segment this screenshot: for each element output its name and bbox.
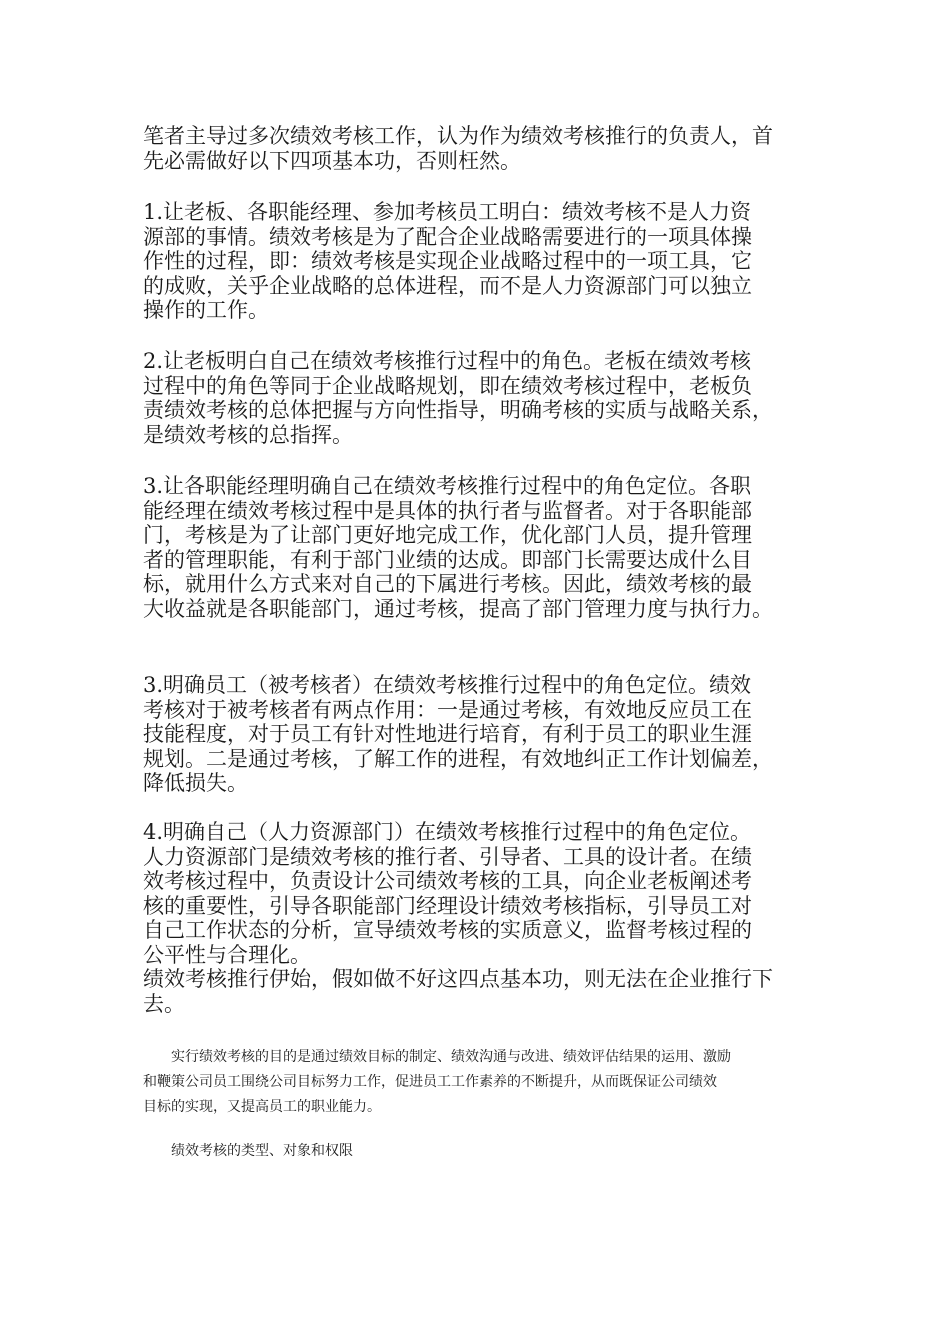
point-3b-paragraph xyxy=(143,673,808,796)
point-3a-paragraph xyxy=(143,474,808,621)
text-line: 技能程度，对于员工有针对性地进行培育，有利于员工的职业生涯 xyxy=(143,722,752,746)
text-line: 2.让老板明白自己在绩效考核推行过程中的角色。老板在绩效考核 xyxy=(143,349,752,373)
section-heading-text: 绩效考核的类型、对象和权限 xyxy=(171,1143,353,1159)
text-line: 的成败，关乎企业战略的总体进程，而不是人力资源部门可以独立 xyxy=(143,273,752,298)
text-line: 实行绩效考核的目的是通过绩效目标的制定、绩效沟通与改进、绩效评估结果的运用、激励 xyxy=(171,1049,731,1065)
text-line: 去。 xyxy=(143,991,185,1016)
text-line: 操作的工作。 xyxy=(143,298,269,322)
text-line: 门，考核是为了让部门更好地完成工作，优化部门人员，提升管理 xyxy=(143,523,752,547)
section-heading xyxy=(143,1139,808,1164)
text-line: 核的重要性，引导各职能部门经理设计绩效考核指标，引导员工对 xyxy=(143,893,752,918)
text-line: 大收益就是各职能部门，通过考核，提高了部门管理力度与执行力。 xyxy=(143,596,773,621)
text-line: 先必需做好以下四项基本功，否则枉然。 xyxy=(143,148,521,173)
purpose-paragraph xyxy=(143,1045,808,1120)
text-line: 能经理在绩效考核过程中是具体的执行者与监督者。对于各职能部 xyxy=(143,498,752,523)
text-line: 者的管理职能，有利于部门业绩的达成。即部门长需要达成什么目 xyxy=(143,547,752,572)
text-line: 1.让老板、各职能经理、参加考核员工明白：绩效考核不是人力资 xyxy=(143,200,752,224)
point-2-paragraph xyxy=(143,349,808,447)
text-line: 和鞭策公司员工围绕公司目标努力工作，促进员工工作素养的不断提升，从而既保证公司绩效 xyxy=(143,1074,717,1090)
text-line: 4.明确自己（人力资源部门）在绩效考核推行过程中的角色定位。 xyxy=(143,820,752,844)
text-line: 规划。二是通过考核，了解工作的进程，有效地纠正工作计划偏差， xyxy=(143,746,773,771)
text-line: 标，就用什么方式来对自己的下属进行考核。因此，绩效考核的最 xyxy=(143,572,752,596)
text-line: 人力资源部门是绩效考核的推行者、引导者、工具的设计者。在绩 xyxy=(143,844,752,869)
text-line: 自己工作状态的分析，宣导绩效考核的实质意义，监督考核过程的 xyxy=(143,918,752,942)
text-line: 责绩效考核的总体把握与方向性指导，明确考核的实质与战略关系， xyxy=(143,398,773,422)
text-line: 源部的事情。绩效考核是为了配合企业战略需要进行的一项具体操 xyxy=(143,224,752,249)
point-4-paragraph xyxy=(143,820,808,1016)
text-line: 降低损失。 xyxy=(143,771,248,795)
intro-paragraph xyxy=(143,124,808,173)
point-1-paragraph xyxy=(143,200,808,323)
text-line: 公平性与合理化。 xyxy=(143,942,311,967)
text-line: 考核对于被考核者有两点作用：一是通过考核，有效地反应员工在 xyxy=(143,697,752,722)
text-line: 是绩效考核的总指挥。 xyxy=(143,422,353,447)
text-line: 作性的过程，即：绩效考核是实现企业战略过程中的一项工具，它 xyxy=(143,249,752,273)
text-line: 目标的实现，又提高员工的职业能力。 xyxy=(143,1099,381,1115)
text-line: 3.明确员工（被考核者）在绩效考核推行过程中的角色定位。绩效 xyxy=(143,673,752,697)
text-line: 过程中的角色等同于企业战略规划，即在绩效考核过程中，老板负 xyxy=(143,373,752,398)
text-line: 效考核过程中，负责设计公司绩效考核的工具，向企业老板阐述考 xyxy=(143,869,752,893)
text-line: 笔者主导过多次绩效考核工作，认为作为绩效考核推行的负责人，首 xyxy=(143,124,773,148)
text-line: 3.让各职能经理明确自己在绩效考核推行过程中的角色定位。各职 xyxy=(143,474,752,498)
text-line: 绩效考核推行伊始，假如做不好这四点基本功，则无法在企业推行下 xyxy=(143,967,773,991)
